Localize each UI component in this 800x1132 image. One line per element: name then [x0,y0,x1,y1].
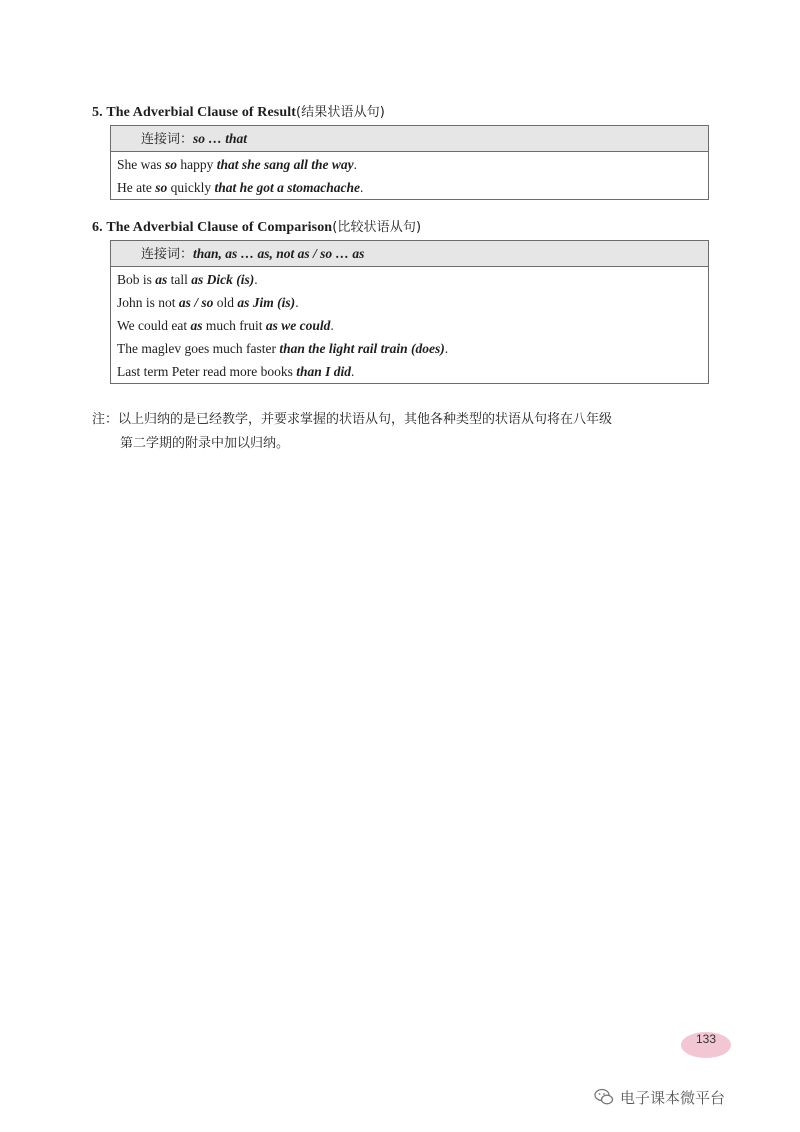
example-rows [111,268,708,383]
highlighted-phrase: as Jim (is) [237,295,296,310]
section-title-en: The Adverbial Clause of Comparison [106,220,333,235]
sentence-text: . [330,318,334,333]
example-sentence [111,176,708,199]
section-title-en: The Adverbial Clause of Result [106,105,296,120]
sentence-text: . [360,180,364,195]
watermark [594,1086,725,1108]
conjunction-label: 连接词： [141,132,194,147]
section-title-zh: (结果状语从句) [296,105,385,120]
highlighted-phrase: as [190,318,203,333]
example-sentence [111,314,708,337]
wechat-icon [594,1088,614,1106]
conjunction-header [111,126,708,152]
section-title [92,219,707,237]
section-result-clause [92,104,707,200]
sentence-text: happy [177,157,217,172]
result-clause-table [110,125,709,200]
section-number: 5. [92,105,103,120]
highlighted-phrase: that he got a stomachache [214,180,361,195]
sentence-text: . [353,157,358,172]
footnote [92,408,712,456]
conjunction-words: than, as … as, not as / so … as [193,246,365,261]
sentence-text: He ate [117,180,156,195]
footnote-line-2: 第二学期的附录中加以归纳。 [120,436,290,451]
example-sentence [111,337,708,360]
comparison-clause-table [110,240,709,384]
highlighted-phrase: than the light rail train (does) [279,341,445,356]
example-sentence [111,360,708,383]
highlighted-phrase: so [165,157,178,172]
page-number: 133 [695,1032,717,1046]
sentence-text: quickly [167,180,215,195]
example-sentence [111,153,708,176]
sentence-text: She was [117,157,165,172]
example-sentence [111,291,708,314]
conjunction-header [111,241,708,267]
highlighted-phrase: as we could [265,318,331,333]
sentence-text: tall [167,272,192,287]
section-title [92,104,707,122]
highlighted-phrase: than I did [296,364,351,379]
sentence-text: We could eat [117,318,191,333]
conjunction-label: 连接词： [141,247,194,262]
sentence-text: Last term Peter read more books [117,364,297,379]
page-number-badge [681,1032,731,1058]
highlighted-phrase: that she sang all the way [216,157,354,172]
sentence-text: . [444,341,449,356]
sentence-text: much fruit [202,318,266,333]
section-number: 6. [92,220,103,235]
highlighted-phrase: so [155,180,168,195]
sentence-text: Bob is [117,272,156,287]
section-comparison-clause [92,219,707,384]
sentence-text: The maglev goes much faster [117,341,280,356]
highlighted-phrase: as / so [178,295,214,310]
sentence-text: old [213,295,238,310]
conjunction-words: so … that [193,131,248,146]
watermark-text: 电子课本微平台 [620,1088,726,1107]
sentence-text: . [350,364,355,379]
footnote-line-1: 注：以上归纳的是已经教学，并要求掌握的状语从句，其他各种类型的状语从句将在八年级 [92,412,613,427]
sentence-text: . [295,295,299,310]
example-rows [111,153,708,199]
sentence-text: . [254,272,258,287]
section-title-zh: (比较状语从句) [332,220,422,235]
sentence-text: John is not [117,295,179,310]
highlighted-phrase: as [155,272,168,287]
example-sentence [111,268,708,291]
highlighted-phrase: as Dick (is) [191,272,255,287]
